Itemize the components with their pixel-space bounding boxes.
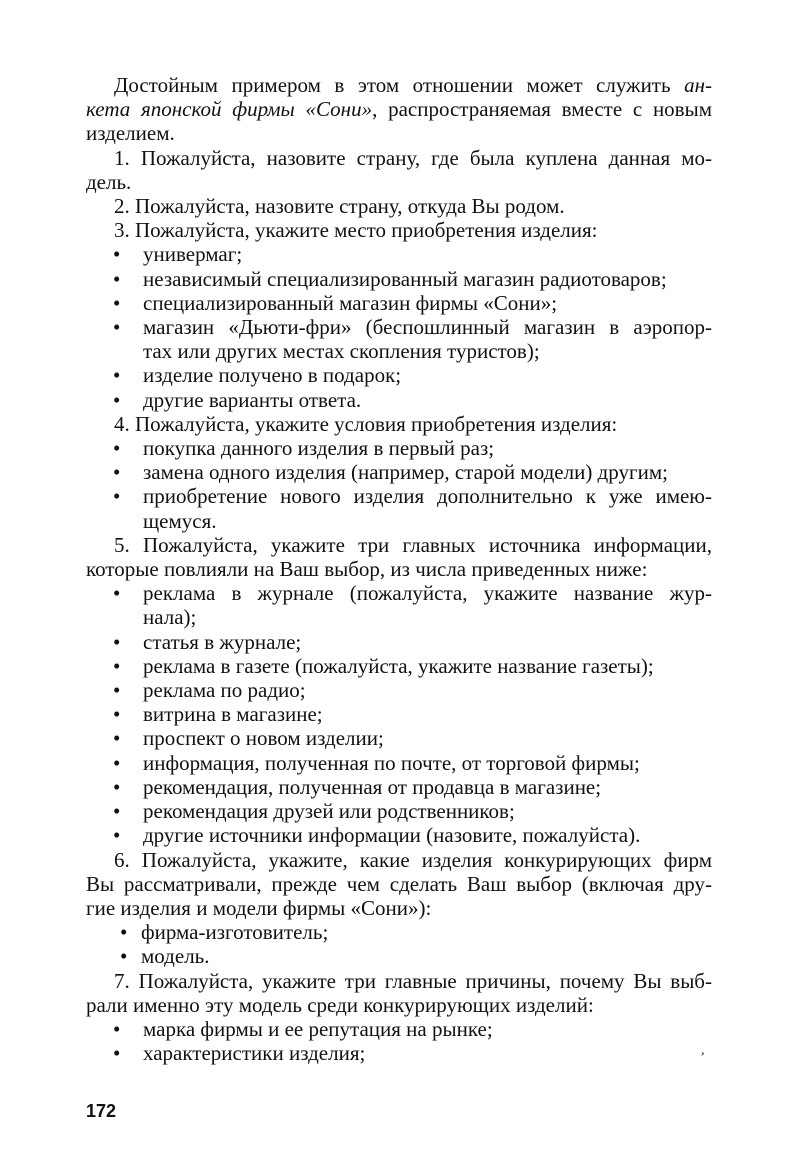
text-line: информация, полученная по почте, от торговой фирмы; [143, 750, 640, 775]
bullet-icon: • [113, 460, 121, 485]
text-line: Достойным примером в этом отношении может служить ан- [114, 73, 712, 97]
bullet-icon: • [113, 678, 121, 703]
questionnaire-list [86, 146, 712, 1066]
bullet-icon: • [113, 290, 121, 315]
bullet-icon: • [113, 823, 121, 848]
bullet-item [86, 654, 712, 678]
bullet-icon: • [113, 266, 121, 291]
question-paragraph [86, 848, 712, 921]
text-line: кета японской фирмы «Сони», распространяемая вместе с новым [86, 97, 712, 122]
text-line: модель. [141, 944, 210, 969]
text-line: рекомендация друзей или родственников; [143, 799, 515, 824]
bullet-item [86, 920, 712, 944]
text-line: которые повлияли на Ваш выбор, из числа приведенных ниже: [86, 557, 648, 582]
text-line: витрина в магазине; [143, 702, 323, 727]
bullet-icon: • [113, 799, 121, 824]
bullet-icon: • [113, 387, 121, 412]
bullet-item [86, 291, 712, 315]
bullet-icon: • [113, 581, 121, 606]
question-paragraph [86, 146, 712, 194]
bullet-item [86, 726, 712, 750]
bullet-icon: • [113, 702, 121, 727]
text-line: 3. Пожалуйста, укажите место приобретения изделия: [114, 218, 598, 243]
text-line: тах или других местах скопления туристов); [143, 339, 540, 364]
bullet-item [86, 363, 712, 387]
text-line: проспект о новом изделии; [143, 726, 384, 751]
text-line: реклама по радио; [143, 678, 306, 703]
text-line: фирма-изготовитель; [141, 920, 329, 945]
text-line: характеристики изделия; [143, 1041, 366, 1066]
text-line: рекомендация, полученная от продавца в магазине; [143, 774, 602, 799]
bullet-item [86, 678, 712, 702]
text-line: 2. Пожалуйста, назовите страну, откуда Вы родом. [114, 194, 565, 219]
text-line: специализированный магазин фирмы «Сони»; [143, 290, 558, 315]
bullet-item [86, 944, 712, 968]
bullet-icon: • [113, 653, 121, 678]
question-paragraph [86, 194, 712, 218]
bullet-icon: • [113, 315, 121, 340]
bullet-icon: • [113, 750, 121, 775]
text-line: другие источники информации (назовите, пожалуйста). [143, 823, 641, 848]
bullet-item [86, 751, 712, 775]
text-line: универмаг; [143, 242, 243, 267]
bullet-item [86, 460, 712, 484]
text-line: реклама в журнале (пожалуйста, укажите название жур- [143, 581, 712, 606]
bullet-item [86, 242, 712, 266]
bullet-icon: • [113, 1041, 121, 1066]
text-line: нала); [143, 605, 197, 630]
bullet-item [86, 630, 712, 654]
page-body [86, 73, 712, 1065]
question-paragraph [86, 412, 712, 436]
text-line: 6. Пожалуйста, укажите, какие изделия конкурирующих фирм [114, 847, 712, 872]
bullet-item [86, 799, 712, 823]
bullet-icon: • [120, 944, 128, 969]
text-line: Вы рассматривали, прежде чем сделать Ваш выбор (включая дру- [86, 871, 712, 896]
bullet-item [86, 315, 712, 363]
bullet-icon: • [120, 920, 128, 945]
text-line: рали именно эту модель среди конкурирующих изделий: [86, 992, 594, 1017]
text-line: приобретение нового изделия дополнительно к уже имею- [143, 484, 712, 509]
bullet-icon: • [113, 726, 121, 751]
text-line: 1. Пожалуйста, назовите страну, где была куплена данная мо- [114, 145, 712, 170]
bullet-icon: • [113, 629, 121, 654]
text-line: дель. [86, 169, 132, 194]
intro-paragraph [86, 73, 712, 146]
bullet-item [86, 702, 712, 726]
bullet-icon: • [113, 1016, 121, 1041]
text-line: гие изделия и модели фирмы «Сони»): [86, 895, 432, 920]
bullet-icon: • [113, 363, 121, 388]
bullet-icon: • [113, 774, 121, 799]
text-line: марка фирмы и ее репутация на рынке; [143, 1016, 493, 1041]
text-line: магазин «Дьюти-фри» (беспошлинный магазин в аэропор- [143, 315, 712, 340]
text-line: покупка данного изделия в первый раз; [143, 436, 495, 461]
bullet-item [86, 484, 712, 532]
bullet-item [86, 267, 712, 291]
question-paragraph [86, 969, 712, 1017]
bullet-icon: • [113, 242, 121, 267]
stray-mark: , [699, 1042, 709, 1059]
bullet-item [86, 388, 712, 412]
text-line: щемуся. [143, 508, 217, 533]
bullet-icon: • [113, 436, 121, 461]
question-paragraph [86, 218, 712, 242]
text-line: изделие получено в подарок; [143, 363, 402, 388]
bullet-item [86, 1017, 712, 1041]
text-line: 5. Пожалуйста, укажите три главных источника информации, [114, 532, 712, 557]
bullet-icon: • [113, 484, 121, 509]
text-line: 7. Пожалуйста, укажите три главные причины, почему Вы выб- [114, 968, 712, 993]
text-line: другие варианты ответа. [143, 387, 362, 412]
text-line: реклама в газете (пожалуйста, укажите название газеты); [143, 653, 654, 678]
page-number: 172 [86, 1101, 117, 1121]
bullet-item [86, 581, 712, 629]
text-line: статья в журнале; [143, 629, 302, 654]
text-line: 4. Пожалуйста, укажите условия приобретения изделия: [114, 411, 618, 436]
bullet-item [86, 1041, 712, 1065]
text-line: замена одного изделия (например, старой модели) другим; [143, 460, 668, 485]
bullet-item [86, 823, 712, 847]
bullet-item [86, 436, 712, 460]
text-line: изделием. [86, 121, 175, 146]
bullet-item [86, 775, 712, 799]
question-paragraph [86, 533, 712, 581]
text-line: независимый специализированный магазин радиотоваров; [143, 266, 667, 291]
